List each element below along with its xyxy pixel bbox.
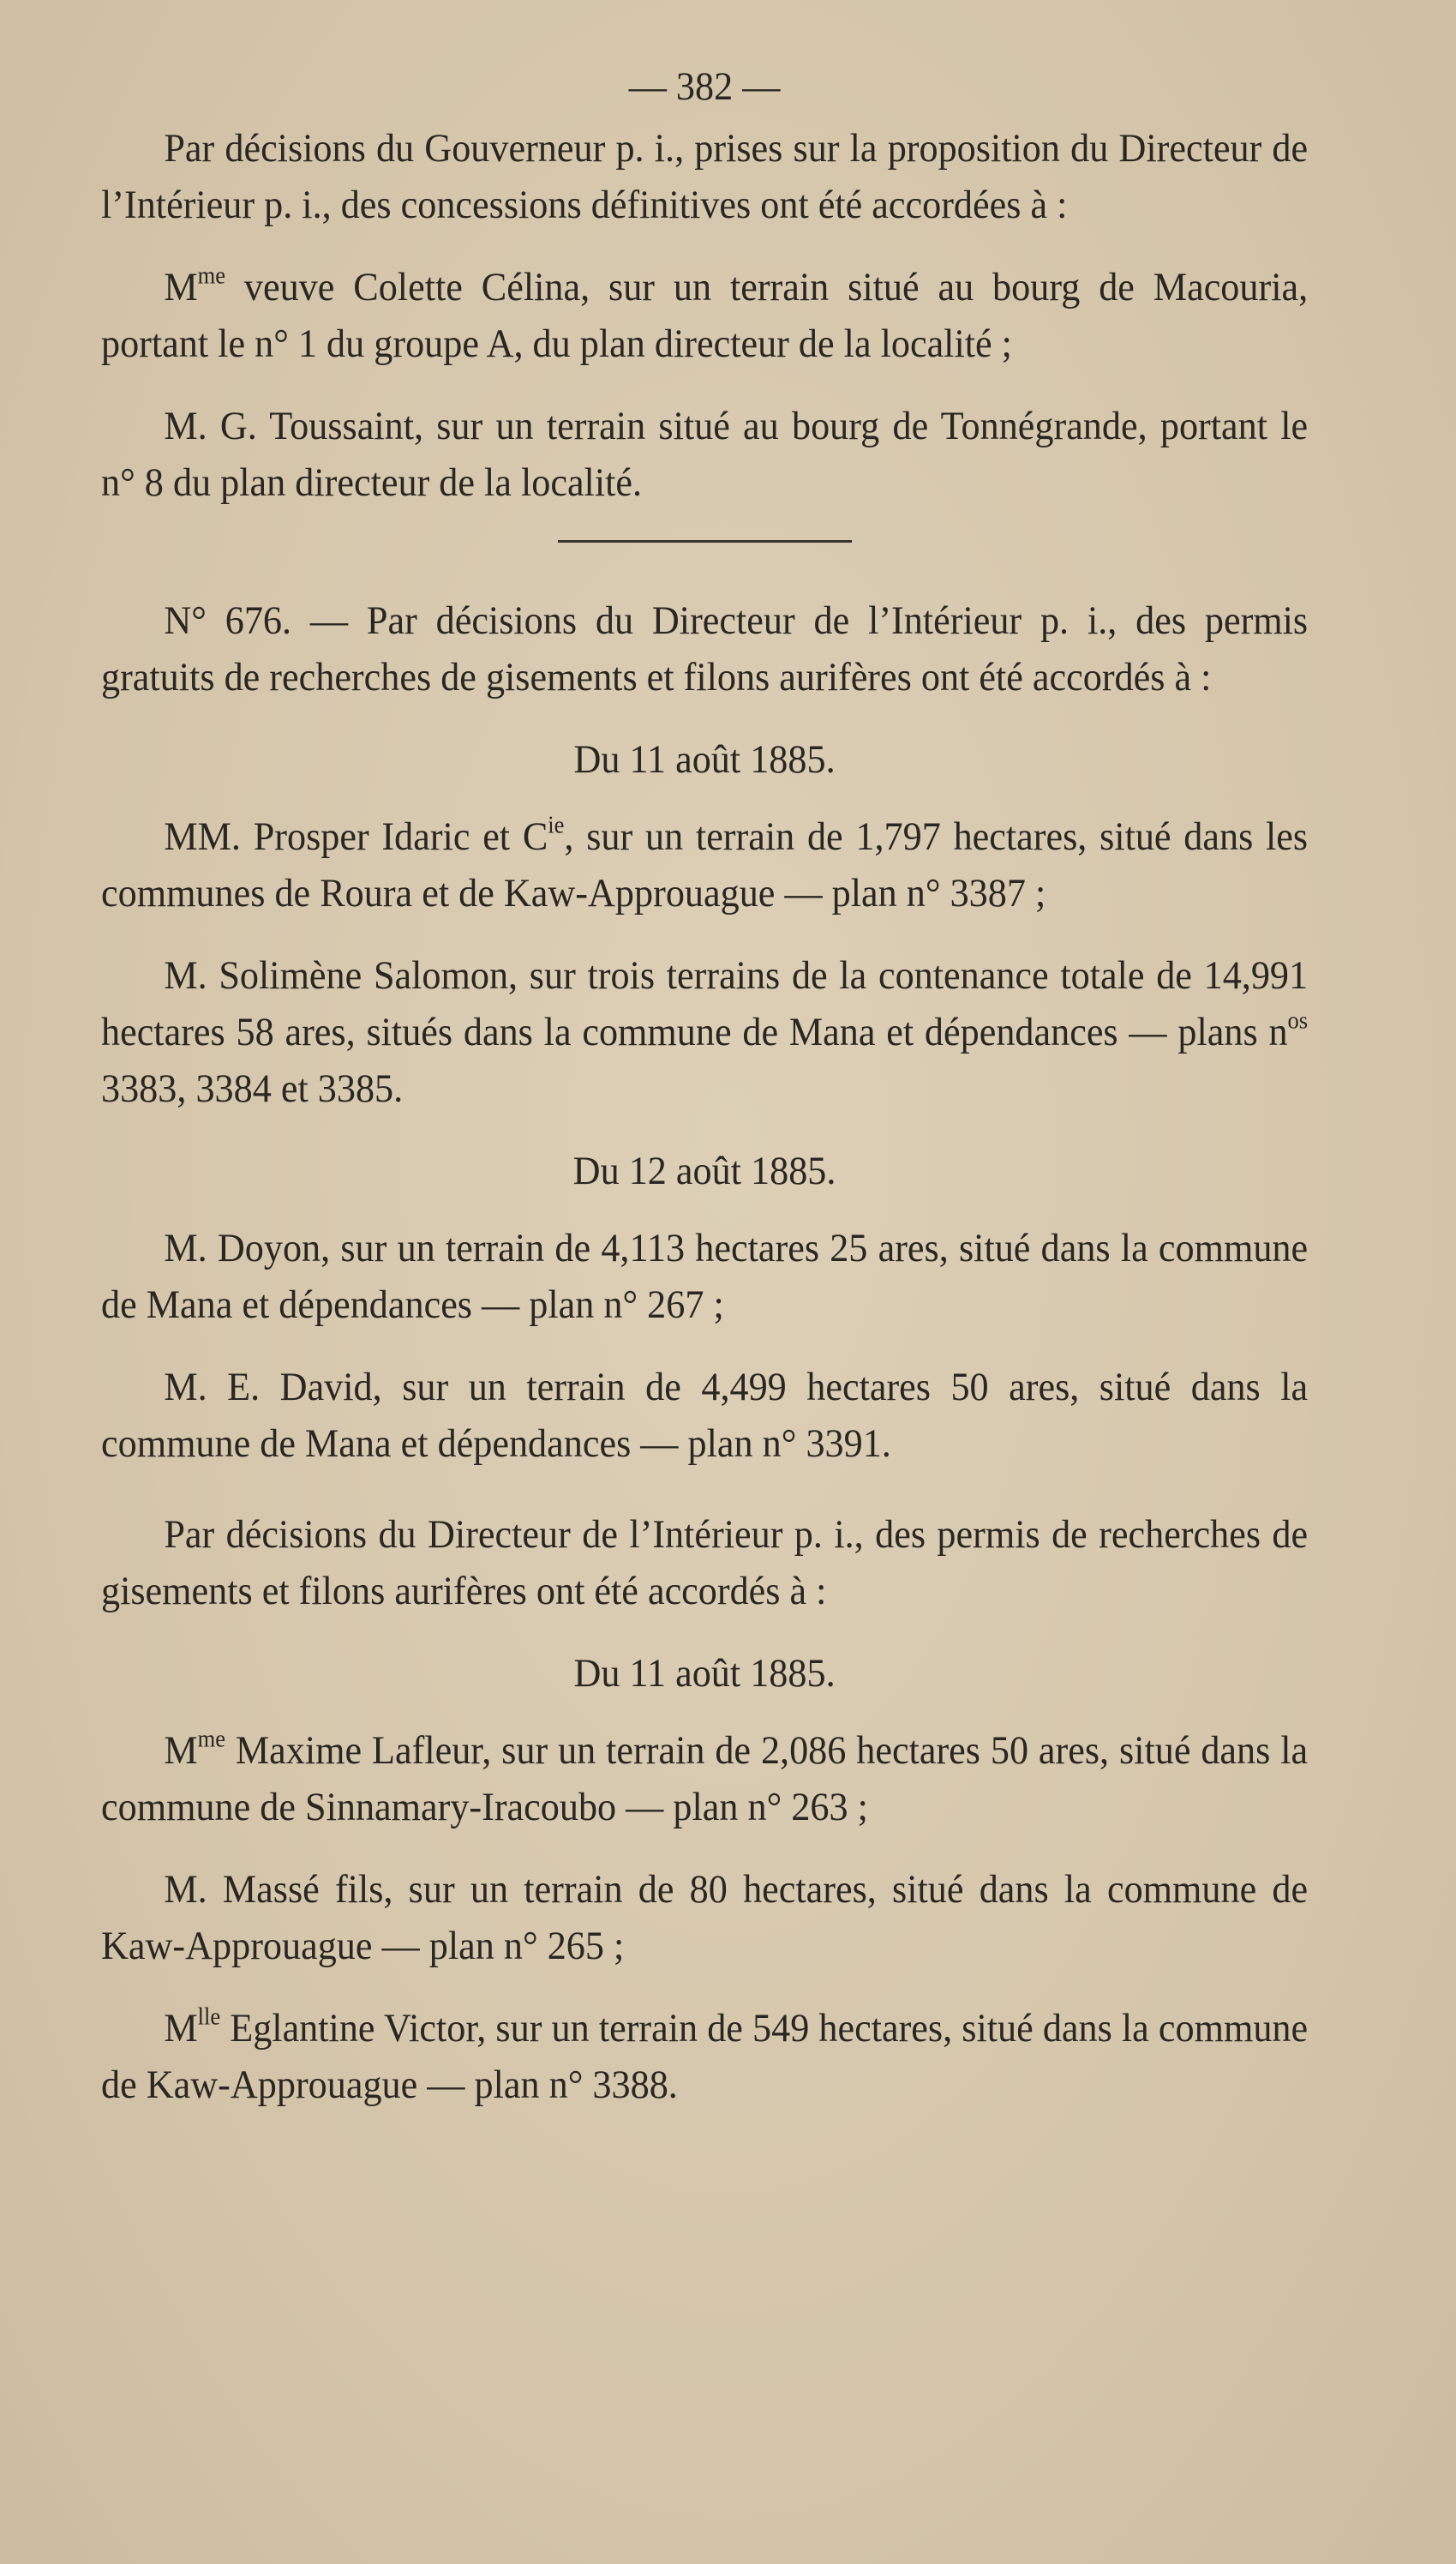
title-abbrev: M xyxy=(164,2006,198,2051)
title-sup: me xyxy=(197,1726,225,1753)
paragraph-no-676: N° 676. — Par décisions du Directeur de l’Intérieur p. i., des permis gratuits de recherches de gisements et filons aurifères ont été accordés à : xyxy=(101,598,1309,700)
paragraph-david: M. E. David, sur un terrain de 4,499 hectares 50 ares, situé dans la commune de Mana et dépendances — plan n° 3391. xyxy=(101,1365,1309,1466)
paragraph-masse-fils: M. Massé fils, sur un terrain de 80 hectares, situé dans la commune de Kaw-Approuague — plan n° 265 ; xyxy=(101,1867,1309,1968)
paragraph-body: veuve Colette Célina, sur un terrain situé au bourg de Macouria, portant le n° 1 du groupe A, du plan directeur de la localité ; xyxy=(101,265,1309,366)
paragraph-body: Maxime Lafleur, sur un terrain de 2,086 hectares 50 ares, situé dans la commune de Sinnamary-Iracoubo — plan n° 263 ; xyxy=(101,1728,1309,1829)
date-heading-2: Du 12 août 1885. xyxy=(572,1149,836,1193)
paragraph-body: Eglantine Victor, sur un terrain de 549 hectares, situé dans la commune de Kaw-Approuague — plan n° 3388. xyxy=(101,2006,1309,2107)
paragraph-prosper-idaric xyxy=(101,808,1308,922)
paragraph-body: , sur un terrain de 1,797 hectares, situé dans les communes de Roura et de Kaw-Approuague — plan n° 3387 ; xyxy=(101,814,1309,916)
paragraph-doyon: M. Doyon, sur un terrain de 4,113 hectares 25 ares, situé dans la commune de Mana et dépendances — plan n° 267 ; xyxy=(101,1226,1309,1327)
title-abbrev: M xyxy=(164,265,198,309)
paragraph-permits-intro: Par décisions du Directeur de l’Intérieur p. i., des permis de recherches de gisements et filons aurifères ont été accordés à : xyxy=(101,1512,1309,1613)
abbrev-sup: os xyxy=(1287,1007,1309,1035)
title-abbrev: M xyxy=(164,1728,198,1773)
paragraph-colette-celina xyxy=(101,259,1308,372)
title-sup: me xyxy=(197,262,225,290)
date-heading-1: Du 11 août 1885. xyxy=(573,737,836,782)
page-text xyxy=(101,58,1308,2139)
paragraph-lead: MM. Prosper Idaric et C xyxy=(164,814,548,859)
paragraph-body: 3383, 3384 et 3385. xyxy=(101,1066,404,1111)
section-divider xyxy=(558,540,852,543)
paragraph-toussaint: M. G. Toussaint, sur un terrain situé au bourg de Tonnégrande, portant le n° 8 du plan directeur de la localité. xyxy=(101,404,1309,505)
abbrev-sup: ie xyxy=(548,812,565,839)
paragraph-concessions-intro: Par décisions du Gouverneur p. i., prises sur la proposition du Directeur de l’Intérieur p. i., des concessions définitives ont été accordées à : xyxy=(101,126,1309,227)
paragraph-eglantine-victor xyxy=(101,2000,1308,2113)
paragraph-lead: M. Solimène Salomon, sur trois terrains de la contenance totale de 14,991 hectares 58 ares, situés dans la commune de Mana et dépendances — plans n xyxy=(101,953,1309,1054)
paragraph-solimene-salomon xyxy=(101,947,1308,1117)
title-sup: lle xyxy=(197,2003,221,2031)
page-number: — 382 — xyxy=(628,64,781,109)
paragraph-maxime-lafleur xyxy=(101,1722,1308,1835)
date-heading-3: Du 11 août 1885. xyxy=(573,1651,836,1696)
